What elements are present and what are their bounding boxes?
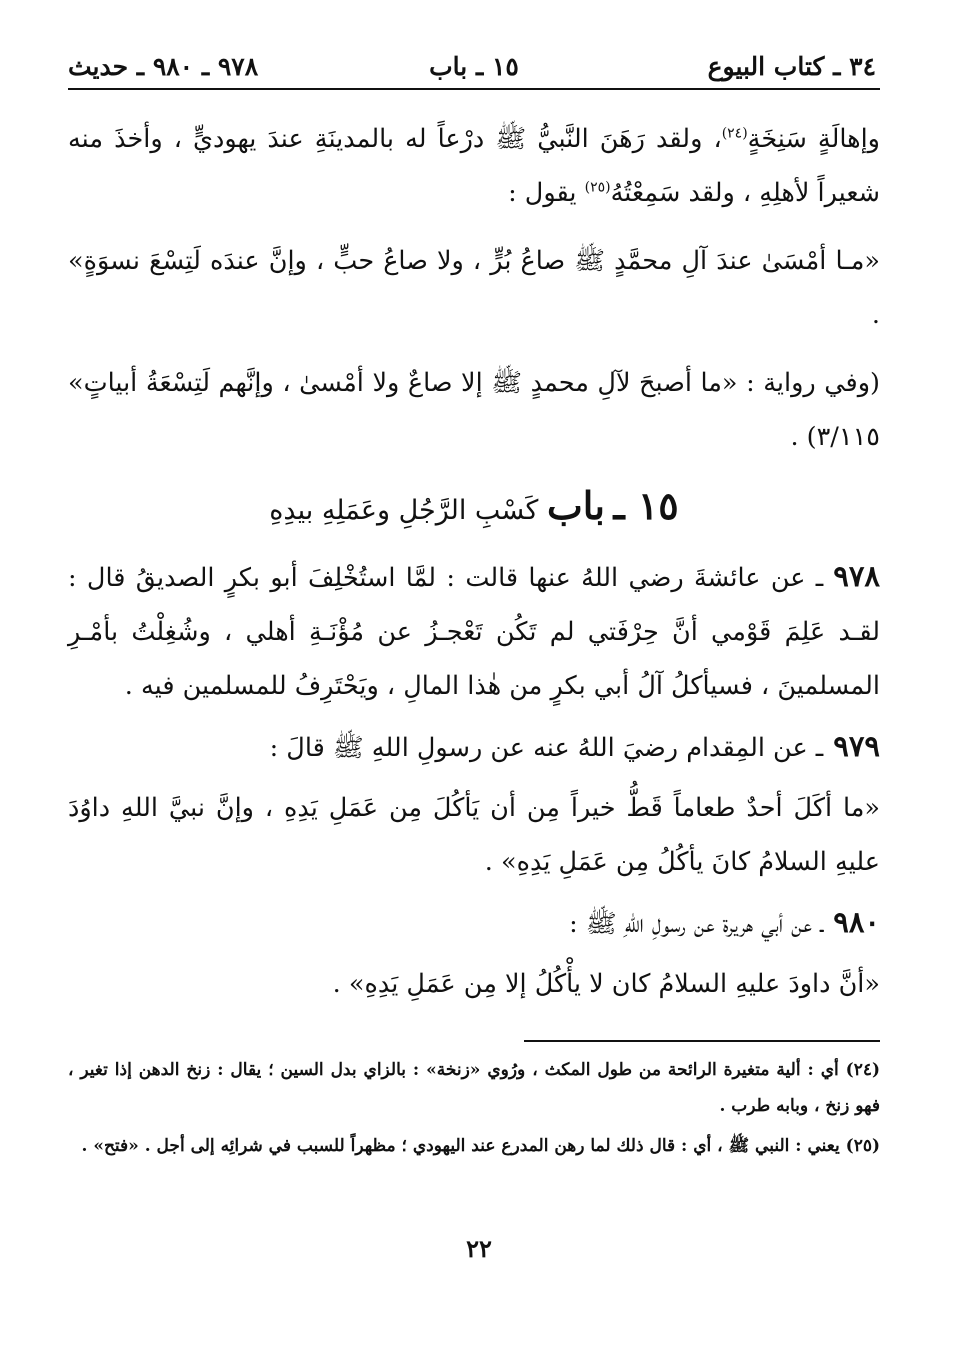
hadith-number: ٩٧٩ [833, 729, 880, 763]
footnote-ref-25: (٢٥) [584, 179, 611, 196]
alternate-narration: (وفي رواية : «ما أصبحَ لآلِ محمدٍ ﷺ إلا صاعٌ ولا أمْسىٰ ، وإنَّهم لَتِسْعَةُ أبياتٍ» ٣/١١٥) . [68, 368, 880, 452]
footnote-25: (٢٥) يعني : النبي ﷺ ، أي : قال ذلك لما رهن المدرع عند اليهودي ؛ مظهراً للسبب في شرائِه إلى أجل . «فتح» . [81, 1136, 880, 1156]
page-number: ٢٢ [466, 1234, 492, 1263]
footnote-24: (٢٤) أي : ألية متغيرة الرائحة من طول المكث ، ورُوي «زنخة» : بالزاي بدل السين ؛ يقال : زنخ الدهن إذا تغير ، فهو زنخ ، وبابه طرب . [68, 1060, 880, 1116]
hadith-980: ٩٨٠ـ عن أبي هريرة عن رسولِ اللهِ ﷺ : [569, 905, 880, 939]
quoted-hadith: «مـا أمْسَىٰ عندَ آلِ محمَّدٍ ﷺ صاعُ بُرٍّ ، ولا صاعُ حبٍّ ، وإنَّ عندَه لَتِسْعَ نسوَةٍ» . [68, 246, 880, 330]
header-chapter: ١٥ ـ باب [429, 52, 519, 81]
hadith-979-quote: «ما أكَلَ أحدٌ طعاماً قَطُّ خيراً مِن أن يَأكُلَ مِن عَمَلِ يَدِهِ ، وإنَّ نبيَّ اللهِ داوُدَ عليهِ السلامُ كانَ يأكُلُ مِن عَمَلِ يَدِهِ» . [68, 793, 880, 877]
footnote-ref-24: (٢٤) [721, 125, 748, 142]
footnote-divider [524, 1040, 880, 1042]
footnotes [68, 1040, 880, 1168]
hadith-980-quote: «أنَّ داودَ عليهِ السلامُ كان لا يأْكُلُ إلا مِن عَمَلِ يَدِهِ» . [332, 969, 880, 999]
hadith-979: ٩٧٩ـ عن المِقدام رضيَ اللهُ عنه عن رسولِ اللهِ ﷺ قالَ : [269, 729, 880, 763]
hadith-number: ٩٨٠ [833, 905, 880, 939]
page-content [68, 40, 880, 1017]
header-hadith-range: ٩٧٨ ـ ٩٨٠ ـ حديث [68, 52, 259, 81]
hadith-number: ٩٧٨ [833, 559, 880, 593]
chapter-heading [68, 478, 880, 539]
main-text [68, 112, 880, 1011]
chapter-number: ١٥ ـ [613, 483, 679, 528]
hadith-978: ٩٧٨ـ عن عائشةَ رضي اللهُ عنها قالت : لمَّا استُخْلِفَ أبو بكرٍ الصديقُ قال : لقـد عَلِمَ قَوْمي أنَّ حِرْفَتي لم تَكُن تَعْجـزُ عن مُؤْنَـةِ أهلي ، وشُغِلْتُ بأمْـرِ المسلمينَ ، فسيأكلُ آلُ أبي بكرٍ من هٰذا المالِ ، ويَحْتَرِفُ للمسلمين فيه . [68, 559, 880, 701]
running-header [68, 40, 880, 90]
header-book-title: ٣٤ ـ كتاب البيوع [707, 52, 876, 81]
continued-paragraph: وإهالَةٍ سَنِخَةٍ$^{(٢٤)}$، ولقد رَهَنَ النَّبيُّ ﷺ درْعاً له بالمدينَةِ عندَ يهوديٍّ ، وأخذَ منه شعيراً لأهلِهِ ، ولقد سَمِعْتُهُ$^{(٢٥)}$ يقول : [68, 124, 880, 208]
chapter-word: باب [546, 483, 605, 528]
chapter-title: كَسْبِ الرَّجُلِ وعَمَلِهِ بيدِهِ [269, 495, 539, 526]
